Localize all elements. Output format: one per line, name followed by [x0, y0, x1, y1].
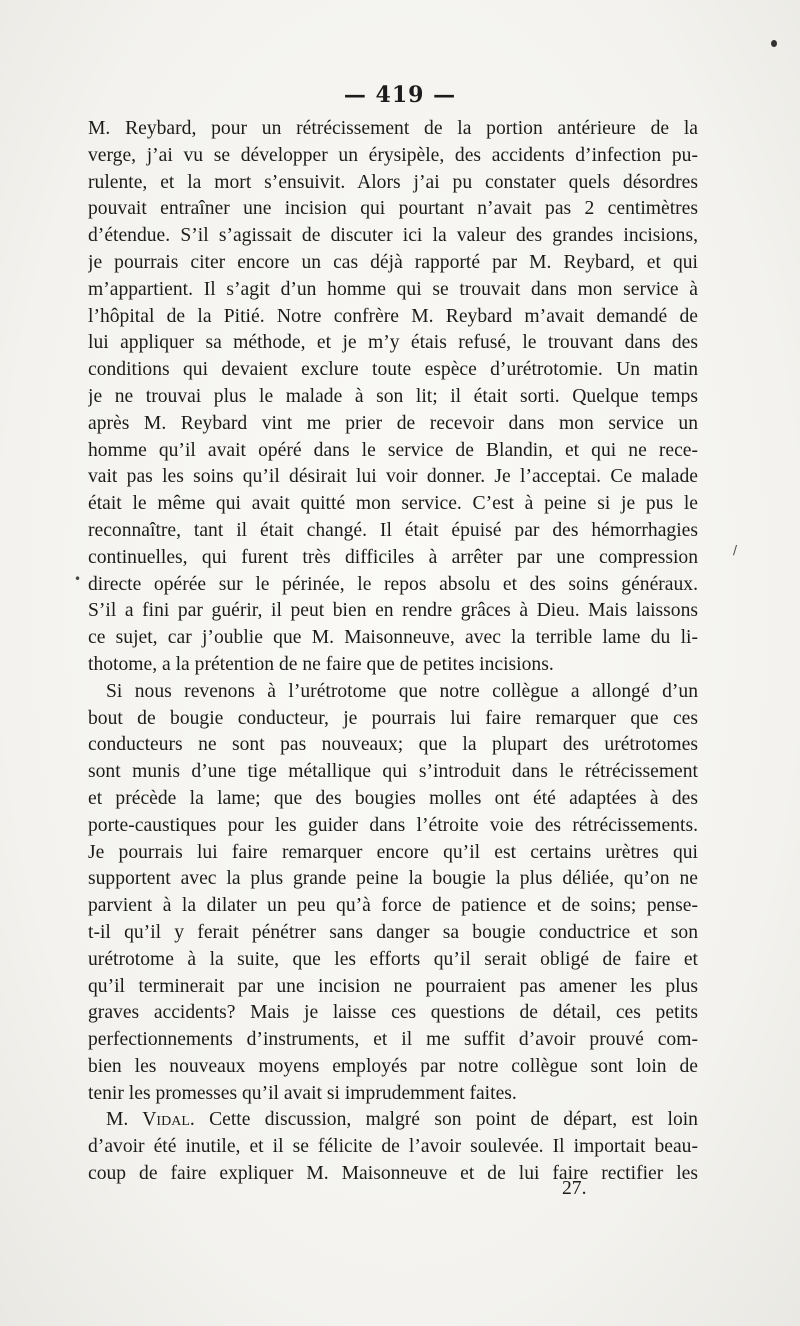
- signature-mark: 27.: [562, 1178, 587, 1199]
- text-line: parvient à la dilater un peu qu’à force de patience et de soins; pense-: [88, 895, 698, 917]
- text-line: l’hôpital de la Pitié. Notre confrère M. Reybard m’avait demandé de: [88, 305, 698, 327]
- text-line: M. Reybard, pour un rétrécissement de la portion antérieure de la: [88, 118, 698, 139]
- text-line: verge, j’ai vu se développer un érysipèle, des accidents d’infection pu-: [88, 144, 698, 166]
- text-line: S’il a fini par guérir, il peut bien en rendre grâces à Dieu. Mais laissons: [88, 600, 698, 622]
- text-line: lui appliquer sa méthode, et je m’y étais refusé, le trouvant dans des: [88, 332, 698, 354]
- text-line: coup de faire expliquer M. Maisonneuve et de lui faire rectifier les: [88, 1163, 698, 1185]
- text-line: perfectionnements d’instruments, et il me suffit d’avoir prouvé com-: [88, 1029, 698, 1051]
- text-line: tenir les promesses qu’il avait si imprudemment faites.: [88, 1082, 517, 1104]
- margin-dot-mark: •: [74, 572, 82, 586]
- text-line: directe opérée sur le périnée, le repos absolu et des soins généraux.: [88, 573, 698, 595]
- text-line: conducteurs ne sont pas nouveaux; que la plupart des urétrotomes: [88, 734, 698, 756]
- text-line: et précède la lame; que des bougies molles ont été adaptées à des: [88, 787, 698, 809]
- margin-tick-mark: /: [733, 543, 738, 557]
- text-line: rulente, et la mort s’ensuivit. Alors j’ai pu constater quels désordres: [88, 171, 698, 193]
- ink-dot-mark: [771, 40, 777, 47]
- body-text: [88, 116, 698, 1188]
- text-line: sont munis d’une tige métallique qui s’introduit dans le rétrécissement: [88, 761, 698, 783]
- text-line: ce sujet, car j’oublie que M. Maisonneuve, avec la terrible lame du li-: [88, 627, 698, 649]
- text-line: t-il qu’il y ferait pénétrer sans danger sa bougie conductrice et son: [88, 921, 698, 943]
- text-line: d’avoir été inutile, et il se félicite de l’avoir soulevée. Il importait beau-: [88, 1136, 698, 1158]
- text-line: thotome, a la prétention de ne faire que de petites incisions.: [88, 653, 554, 675]
- text-line: continuelles, qui furent très difficiles à arrêter par une compression: [88, 546, 698, 568]
- text-line: conditions qui devaient exclure toute espèce d’urétrotomie. Un matin: [88, 359, 698, 381]
- text-line: vait pas les soins qu’il désirait lui voir donner. Je l’acceptai. Ce malade: [88, 466, 698, 488]
- text-line: je ne trouvai plus le malade à son lit; il était sorti. Quelque temps: [88, 385, 698, 407]
- text-line: reconnaître, tant il était changé. Il était épuisé par des hémorrhagies: [88, 519, 698, 541]
- text-line: bien les nouveaux moyens employés par notre collègue sont loin de: [88, 1055, 698, 1077]
- text-line: je pourrais citer encore un cas déjà rapporté par M. Reybard, et qui: [88, 251, 698, 273]
- text-line: d’étendue. S’il s’agissait de discuter ici la valeur des grandes incisions,: [88, 225, 698, 247]
- text-line: après M. Reybard vint me prier de recevoir dans mon service un: [88, 412, 698, 434]
- text-line: graves accidents? Mais je laisse ces questions de détail, ces petits: [88, 1002, 698, 1024]
- text-line: urétrotome à la suite, que les efforts qu’il serait obligé de faire et: [88, 948, 698, 970]
- speaker-text: Cette discussion, malgré son point de départ, est loin: [194, 1109, 698, 1131]
- text-line-vidal: [88, 1107, 698, 1134]
- page-number: — 419 —: [343, 82, 457, 108]
- text-line: Si nous revenons à l’urétrotome que notre collègue a allongé d’un: [106, 680, 698, 702]
- text-line: supportent avec la plus grande peine la bougie la plus déliée, qu’on ne: [88, 868, 698, 890]
- speaker-name: M. Vidal.: [106, 1109, 195, 1131]
- text-line: bout de bougie conducteur, je pourrais lui faire remarquer que ces: [88, 707, 698, 729]
- text-line: pouvait entraîner une incision qui pourtant n’avait pas 2 centimètres: [88, 198, 698, 220]
- text-line: homme qu’il avait opéré dans le service de Blandin, et qui ne rece-: [88, 439, 698, 461]
- text-line: qu’il terminerait par une incision ne pourraient pas amener les plus: [88, 975, 698, 997]
- text-line: m’appartient. Il s’agit d’un homme qui se trouvait dans mon service à: [88, 278, 698, 300]
- text-line: était le même qui avait quitté mon service. C’est à peine si je pus le: [88, 493, 698, 515]
- text-line: porte-caustiques pour les guider dans l’étroite voie des rétrécissements.: [88, 814, 698, 836]
- text-line: Je pourrais lui faire remarquer encore qu’il est certains urètres qui: [88, 841, 698, 863]
